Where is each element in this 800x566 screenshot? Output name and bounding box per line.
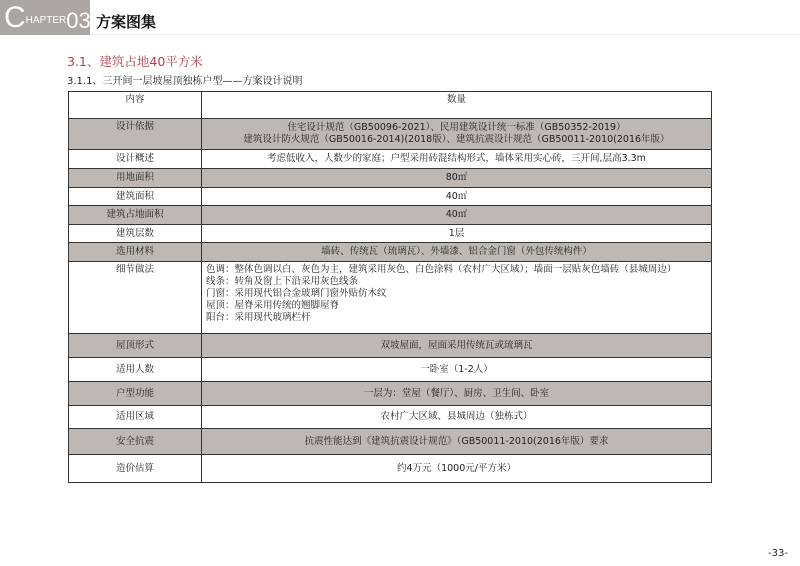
row-value bbox=[202, 243, 712, 262]
value-line: 80㎡ bbox=[445, 172, 468, 183]
row-label: 建筑层数 bbox=[69, 225, 202, 243]
table-row bbox=[69, 225, 712, 243]
section-title: 3.1、建筑占地40平方米 bbox=[67, 54, 203, 69]
table-row bbox=[69, 406, 712, 429]
value-line: 双坡屋面，屋面采用传统瓦或琉璃瓦 bbox=[380, 339, 533, 351]
chapter-number: 03 bbox=[66, 8, 91, 33]
value-line: 建筑设计防火规范（GB50016-2014)(2018版）、建筑抗震设计规范（GB50011-2010(2016年版） bbox=[243, 134, 670, 145]
row-value bbox=[202, 262, 712, 334]
row-label: 设计依据 bbox=[69, 119, 202, 150]
table-row bbox=[69, 188, 712, 206]
row-label: 适用区域 bbox=[69, 406, 202, 429]
row-value bbox=[202, 382, 712, 406]
value-line: 40㎡ bbox=[445, 190, 468, 202]
header-cell: 数量 bbox=[202, 92, 712, 119]
table-row bbox=[69, 169, 712, 188]
table-row bbox=[69, 455, 712, 483]
row-value bbox=[202, 334, 712, 358]
chapter-word: HAPTER bbox=[25, 15, 67, 26]
chapter-letter: C bbox=[4, 1, 26, 34]
table-row bbox=[69, 119, 712, 150]
table-row bbox=[69, 206, 712, 225]
row-label: 细节做法 bbox=[69, 262, 202, 334]
spec-table bbox=[68, 91, 712, 483]
row-label: 屋顶形式 bbox=[69, 334, 202, 358]
table-row bbox=[69, 243, 712, 262]
table-row bbox=[69, 358, 712, 382]
table-row bbox=[69, 382, 712, 406]
header-cell: 内容 bbox=[69, 92, 202, 119]
value-line: 一层为：堂屋（餐厅）、厨房、卫生间、卧室 bbox=[363, 387, 550, 399]
row-value bbox=[202, 225, 712, 243]
table-header-row bbox=[69, 92, 712, 119]
value-line: 门窗：采用现代铝合金玻璃门窗外贴仿木纹 bbox=[206, 288, 387, 299]
value-line: 阳台：采用现代玻璃栏杆 bbox=[206, 312, 311, 323]
table-row bbox=[69, 429, 712, 455]
value-line: 墙砖、传统瓦（琉璃瓦）、外墙漆、铝合金门窗（外包传统构件） bbox=[321, 246, 592, 257]
subsection-title: 3.1.1、三开间一层坡屋顶独栋户型——方案设计说明 bbox=[67, 76, 303, 87]
row-value bbox=[202, 358, 712, 382]
row-value bbox=[202, 406, 712, 429]
value-line: 农村广大区域、县城周边（独栋式） bbox=[380, 411, 533, 422]
page-title: 方案图集 bbox=[96, 13, 157, 31]
value-line: 线条：转角及窗上下沿采用灰色线条 bbox=[206, 276, 359, 287]
table-row bbox=[69, 262, 712, 334]
row-value bbox=[202, 206, 712, 225]
row-label: 造价估算 bbox=[69, 455, 202, 483]
chapter-badge bbox=[0, 0, 90, 35]
row-value bbox=[202, 429, 712, 455]
header-divider bbox=[90, 34, 800, 35]
row-label: 建筑占地面积 bbox=[69, 206, 202, 225]
table-row bbox=[69, 334, 712, 358]
row-label: 选用材料 bbox=[69, 243, 202, 262]
value-line: 40㎡ bbox=[445, 209, 468, 220]
row-label: 安全抗震 bbox=[69, 429, 202, 455]
row-label: 用地面积 bbox=[69, 169, 202, 188]
row-value bbox=[202, 455, 712, 483]
row-value bbox=[202, 119, 712, 150]
table-row bbox=[69, 150, 712, 169]
value-line: 住宅设计规范（GB50096-2021）、民用建筑设计统一标准（GB50352-2019） bbox=[287, 122, 626, 133]
row-value bbox=[202, 150, 712, 169]
value-line: 考虑低收入，人数少的家庭；户型采用砖混结构形式，墙体采用实心砖，三开间,层高3.3m bbox=[267, 153, 646, 164]
row-label: 适用人数 bbox=[69, 358, 202, 382]
page-number: -33- bbox=[768, 548, 788, 559]
row-label: 户型功能 bbox=[69, 382, 202, 406]
value-line: 抗震性能达到《建筑抗震设计规范》（GB50011-2010(2016年版）要求 bbox=[304, 435, 609, 447]
value-line: 约4万元（1000元/平方米） bbox=[397, 462, 516, 474]
value-line: 色调：整体色调以白、灰色为主，建筑采用灰色、白色涂料（农村广大区域）；墙面一层贴灰色墙砖（县城周边） bbox=[206, 264, 677, 275]
row-value bbox=[202, 169, 712, 188]
value-line: 1层 bbox=[448, 227, 465, 239]
row-label: 设计概述 bbox=[69, 150, 202, 169]
value-line: 一卧室（1-2人） bbox=[420, 363, 493, 375]
value-line: 屋顶：屋脊采用传统的翘脚屋脊 bbox=[206, 300, 340, 311]
row-label: 建筑面积 bbox=[69, 188, 202, 206]
row-value bbox=[202, 188, 712, 206]
